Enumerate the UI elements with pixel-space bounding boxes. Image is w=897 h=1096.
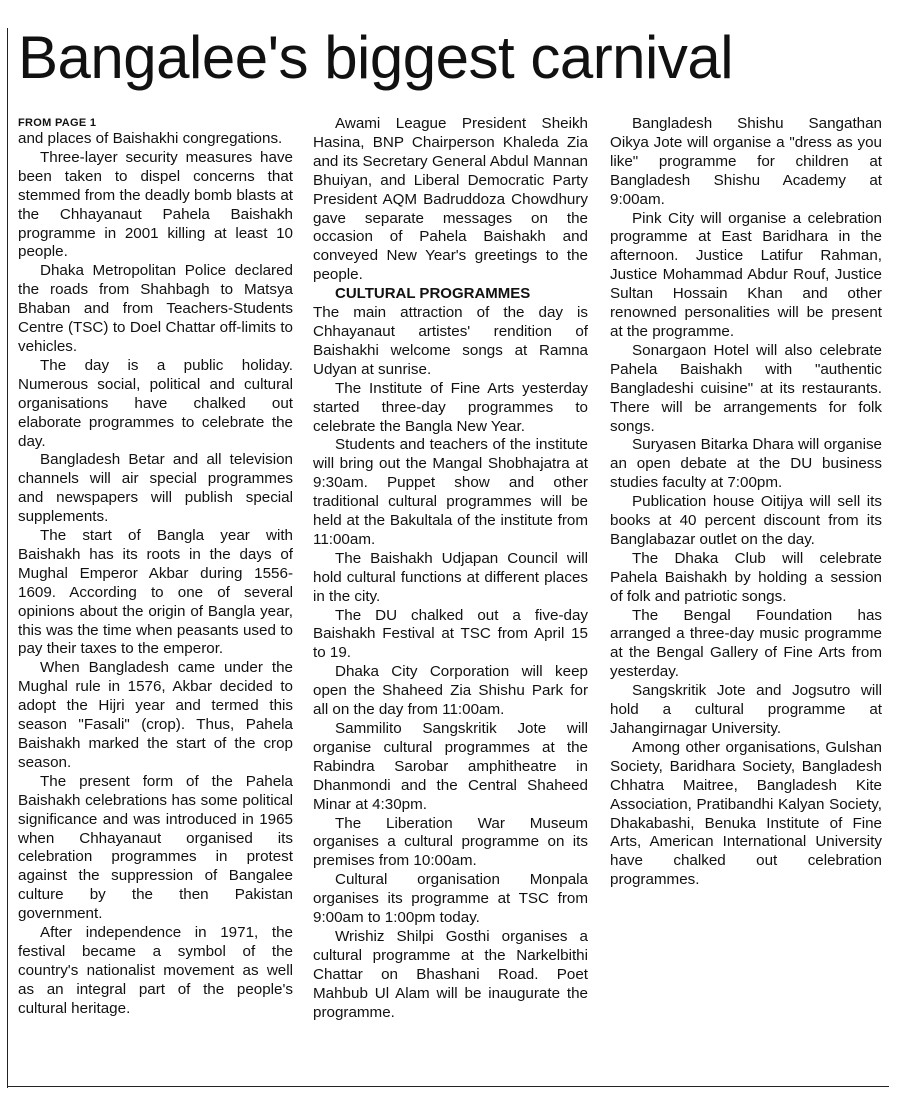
paragraph: Dhaka Metropolitan Police declared the roads from Shahbagh to Matsya Bhaban and from Teachers-Students Centre (TSC) to Doel Chattar off-limits to vehicles. (18, 262, 293, 355)
paragraph: When Bangladesh came under the Mughal rule in 1576, Akbar decided to adopt the Hijri year and termed this season "Fasali" (crop). Thus, Pahela Baishakh marked the start of the crop season. (18, 659, 293, 771)
paragraph: The main attraction of the day is Chhayanaut artistes' rendition of Baishakhi welcome songs at Ramna Udyan at sunrise. (313, 304, 588, 378)
paragraph: The present form of the Pahela Baishakh celebrations has some political significance and was introduced in 1965 when Chhayanaut organised its celebration programmes in protest against the suppression of Bangalee culture by the then Pakistan government. (18, 772, 293, 923)
paragraph: Suryasen Bitarka Dhara will organise an open debate at the DU business studies faculty at 7:00pm. (610, 436, 882, 492)
paragraph: The day is a public holiday. Numerous social, political and cultural organisations have chalked out elaborate programmes to celebrate the day. (18, 356, 293, 450)
paragraph: The DU chalked out a five-day Baishakh Festival at TSC from April 15 to 19. (313, 606, 588, 662)
paragraph: Sonargaon Hotel will also celebrate Pahela Baishakh with "authentic Bangladeshi cuisine" at its restaurants. There will be arrangements for folk songs. (610, 341, 882, 435)
paragraph: Sangskritik Jote and Jogsutro will hold a cultural programme at Jahangirnagar University. (610, 682, 882, 737)
article-column-3 (610, 115, 882, 890)
paragraph: Publication house Oitijya will sell its books at 40 percent discount from its Banglabazar outlet on the day. (610, 493, 882, 548)
article-column-2 (313, 115, 588, 1023)
paragraph: The Bengal Foundation has arranged a three-day music programme at the Bengal Gallery of Fine Arts from yesterday. (610, 606, 882, 681)
paragraph: The start of Bangla year with Baishakh has its roots in the days of Mughal Emperor Akbar during 1556-1609. According to one of several opinions about the origin of Bangla year, this was the time when peasants used to pay their taxes to the emperor. (18, 527, 293, 658)
paragraph: Awami League President Sheikh Hasina, BNP Chairperson Khaleda Zia and its Secretary General Abdul Mannan Bhuiyan, and Liberal Democratic Party President AQM Badruddoza Chowdhury gave separate messages on the occasion of Pahela Baishakh and conveyed New Year's greetings to the people. (313, 115, 588, 284)
paragraph: and places of Baishakhi congregations. (18, 130, 283, 147)
paragraph: Dhaka City Corporation will keep open the Shaheed Zia Shishu Park for all on the day from 11:00am. (313, 663, 588, 719)
paragraph: Students and teachers of the institute will bring out the Mangal Shobhajatra at 9:30am. Puppet show and other traditional cultural programmes will be held at the Bakultala of the institute from 11:00am. (313, 436, 588, 548)
headline: Bangalee's biggest carnival (18, 24, 734, 91)
paragraph: The Baishakh Udjapan Council will hold cultural functions at different places in the city. (313, 549, 588, 605)
paragraph: Sammilito Sangskritik Jote will organise cultural programmes at the Rabindra Sarobar amphitheatre in Dhanmondi and the Central Shaheed Minar at 4:30pm. (313, 720, 588, 813)
left-rule (7, 28, 8, 1088)
paragraph: The Institute of Fine Arts yesterday started three-day programmes to celebrate the Bangla New Year. (313, 379, 588, 435)
paragraph: Bangladesh Betar and all television channels will air special programmes and newspapers will publish special supplements. (18, 451, 293, 526)
paragraph: Pink City will organise a celebration programme at East Baridhara in the afternoon. Justice Latifur Rahman, Justice Mohammad Abdur Rouf, Justice Sultan Hossain Khan and other renowned personalities will be present at the programme. (610, 209, 882, 340)
article-column-1 (18, 115, 293, 1019)
paragraph: The Liberation War Museum organises a cultural programme on its premises from 10:00am. (313, 814, 588, 870)
paragraph: The Dhaka Club will celebrate Pahela Baishakh by holding a session of folk and patriotic songs. (610, 549, 882, 605)
paragraph: Cultural organisation Monpala organises its programme at TSC from 9:00am to 1:00pm today. (313, 871, 588, 927)
paragraph: Bangladesh Shishu Sangathan Oikya Jote will organise a "dress as you like" programme for children at Bangladesh Shishu Academy at 9:00am. (610, 115, 882, 208)
jump-label: FROM PAGE 1 (18, 117, 97, 129)
paragraph: Three-layer security measures have been taken to dispel concerns that stemmed from the deadly bomb blasts at the Chhayanaut Pahela Baishakh programme in 2001 killing at least 10 people. (18, 148, 293, 261)
subhead: CULTURAL PROGRAMMES (335, 285, 531, 303)
paragraph: Among other organisations, Gulshan Society, Baridhara Society, Bangladesh Chhatra Maitree, Bangladesh Kite Association, Pratibandhi Kalyan Society, Dhakabashi, Benuka Institute of Fine Arts, American International University have chalked out celebration programmes. (610, 738, 882, 889)
paragraph: After independence in 1971, the festival became a symbol of the country's nationalist movement as well as an integral part of the people's cultural heritage. (18, 924, 293, 1017)
paragraph: Wrishiz Shilpi Gosthi organises a cultural programme at the Narkelbithi Chattar on Bhashani Road. Poet Mahbub Ul Alam will be inaugurate the programme. (313, 927, 588, 1021)
bottom-rule (7, 1086, 889, 1087)
